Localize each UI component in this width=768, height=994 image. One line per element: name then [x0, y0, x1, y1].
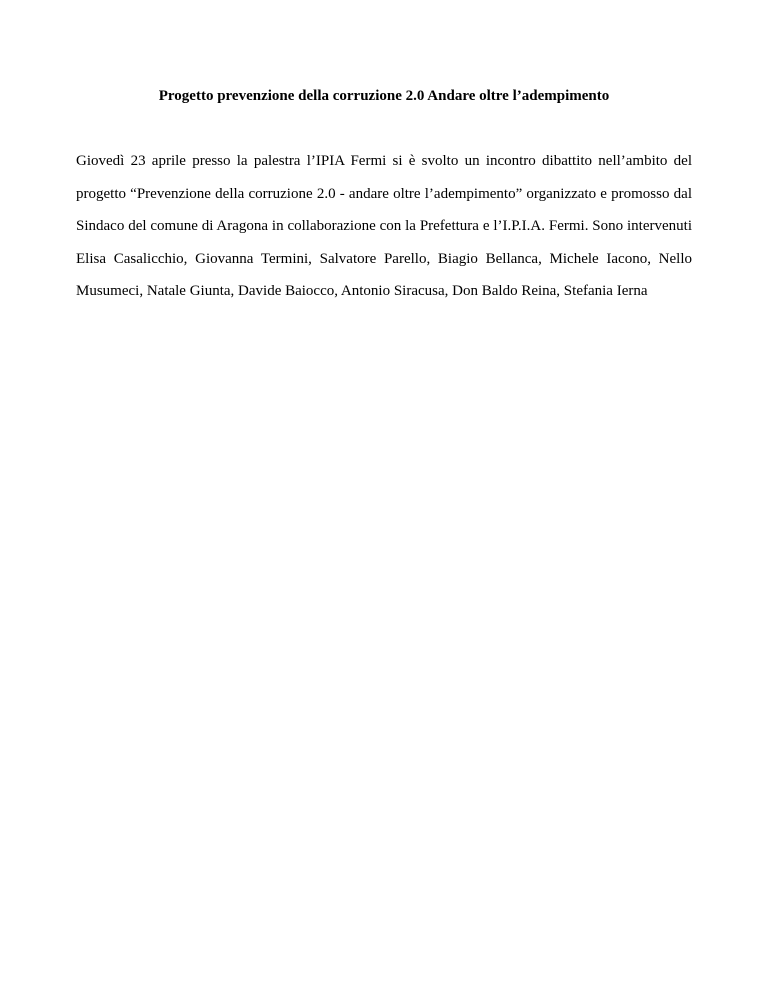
- document-body-paragraph: Giovedì 23 aprile presso la palestra l’IPIA Fermi si è svolto un incontro dibattito nell’ambito del progetto “Prevenzione della corruzione 2.0 - andare oltre l’adempimento” organizzato e promosso dal Sindaco del comune di Aragona in collaborazione con la Prefettura e l’I.P.I.A. Fermi. Sono intervenuti Elisa Casalicchio, Giovanna Termini, Salvatore Parello, Biagio Bellanca, Michele Iacono, Nello Musumeci, Natale Giunta, Davide Baiocco, Antonio Siracusa, Don Baldo Reina, Stefania Ierna: [76, 153, 692, 300]
- document-title: Progetto prevenzione della corruzione 2.0 Andare oltre l’adempimento: [158, 88, 610, 104]
